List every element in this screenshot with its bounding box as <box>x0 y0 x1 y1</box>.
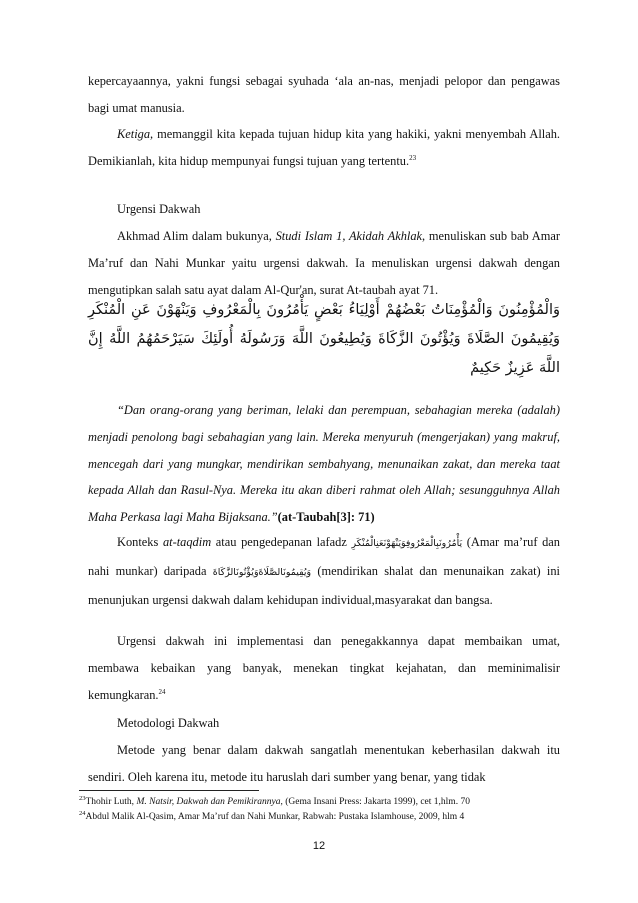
footnote-24 <box>79 810 559 825</box>
heading-urgensi-text: Urgensi Dakwah <box>117 202 201 216</box>
section-heading-urgensi <box>88 196 560 223</box>
implementasi-text: Urgensi dakwah ini implementasi dan penegakkannya dapat membaikan umat, membawa kebaikan yang banyak, menekan tingkat kejahatan, dan meminimalisir kemungkaran. <box>88 634 560 702</box>
konteks-term: at-taqdim <box>162 535 212 549</box>
ketiga-lead: Ketiga, <box>117 127 154 141</box>
metode-text: Metode yang benar dalam dakwah sangatlah menentukan keberhasilan dakwah itu sendiri. Oleh karena itu, metode itu haruslah dari sumber yang benar, yang tidak <box>88 743 560 784</box>
footnote-23-author: Thohir Luth, <box>85 797 137 807</box>
verse-translation <box>88 397 560 531</box>
alim-text-1: Akhmad Alim dalam bukunya, <box>117 229 276 243</box>
arabic-phrase-amar-maruf: يَأْمُرُونَبِالْمَعْرُوفِوَيَنْهَوْنَعَنِالْمُنْكَرِ <box>351 538 463 549</box>
konteks-text-1: Konteks <box>117 535 163 549</box>
paragraph-continuation <box>88 68 560 122</box>
footnote-ref-23: 23 <box>409 153 417 162</box>
arabic-phrase-shalat-zakat: وَيُقِيمُونَالصَّلَاةَوَيُؤْتُونَالزَّكَاةَ <box>212 566 312 578</box>
translation-citation: (at-Taubah[3]: 71) <box>277 510 375 525</box>
alim-book-title: Studi Islam 1, Akidah Akhlak <box>275 229 423 243</box>
paragraph-implementasi <box>88 628 560 708</box>
page-number: 12 <box>312 840 326 852</box>
konteks-text-3: (Amar ma’ruf dan nahi munkar) daripada <box>88 535 560 578</box>
konteks-text-4: (mendirikan shalat dan menunaikan zakat) ini menunjukan urgensi dakwah dalam kehidupan individual,masyarakat dan bangsa. <box>88 563 560 607</box>
footnote-24-text: Abdul Malik Al-Qasim, Amar Ma’ruf dan Nahi Munkar, Rabwah: Pustaka Islamhouse, 2009, hlm 4 <box>85 812 465 822</box>
section-heading-metodologi <box>88 710 560 737</box>
arabic-verse-text: وَالْمُؤْمِنُونَ وَالْمُؤْمِنَاتُ بَعْضُهُمْ أَوْلِيَاءُ بَعْضٍ يَأْمُرُونَ بِالْمَعْرُوفِ وَيَنْهَوْنَ عَنِ الْمُنْكَرِ وَيُقِيمُونَ الصَّلَاةَ وَيُؤْتُونَ الزَّكَاةَ وَيُطِيعُونَ اللَّهَ وَرَسُولَهُ أُولَئِكَ سَيَرْحَمُهُمُ اللَّهُ إِنَّ اللَّهَ عَزِيزٌ حَكِيمٌ <box>88 302 560 376</box>
footnote-23-title: M. Natsir, Dakwah dan Pemikirannya <box>136 797 281 807</box>
footnote-23 <box>79 795 559 810</box>
paragraph-ketiga <box>88 121 560 175</box>
paragraph-akhmad-alim <box>88 223 560 303</box>
paragraph-metode <box>88 737 560 791</box>
footnote-23-number: 23 <box>79 794 86 802</box>
ketiga-text: memanggil kita kepada tujuan hidup kita yang hakiki, yakni menyembah Allah. Demikianlah, kita hidup mempunyai fungsi tujuan yang tertentu. <box>88 127 560 168</box>
paragraph-continuation-text: kepercayaannya, yakni fungsi sebagai syuhada ‘ala an-nas, menjadi pelopor dan pengawas bagi umat manusia. <box>88 74 560 115</box>
alim-text-2: , menuliskan sub bab Amar Ma’ruf dan Nahi Munkar yaitu urgensi dakwah. Ia menuliskan urgensi dakwah dengan mengutipkan salah satu ayat dalam Al-Qur'an, surat At-taubah ayat 71. <box>88 229 560 297</box>
konteks-text-2: atau pengedepanan lafadz <box>211 535 352 549</box>
footnote-24-number: 24 <box>79 809 86 817</box>
heading-metodologi-text: Metodologi Dakwah <box>117 716 220 730</box>
paragraph-konteks <box>88 529 560 613</box>
arabic-verse <box>88 296 560 383</box>
footnote-23-details: , (Gema Insani Press: Jakarta 1999), cet 1,hlm. 70 <box>280 797 470 807</box>
footnote-ref-24: 24 <box>158 687 166 696</box>
translation-text: “Dan orang-orang yang beriman, lelaki dan perempuan, sebahagian mereka (adalah) menjadi penolong bagi sebahagian yang lain. Mereka menyuruh (mengerjakan) yang makruf, mencegah dari yang mungkar, mendirikan sembahyang, menunaikan zakat, dan mereka taat kepada Allah dan Rasul-Nya. Mereka itu akan diberi rahmat oleh Allah; sesungguhnya Allah Maha Perkasa lagi Maha Bijaksana.” <box>88 403 560 525</box>
footnote-divider <box>79 790 259 791</box>
